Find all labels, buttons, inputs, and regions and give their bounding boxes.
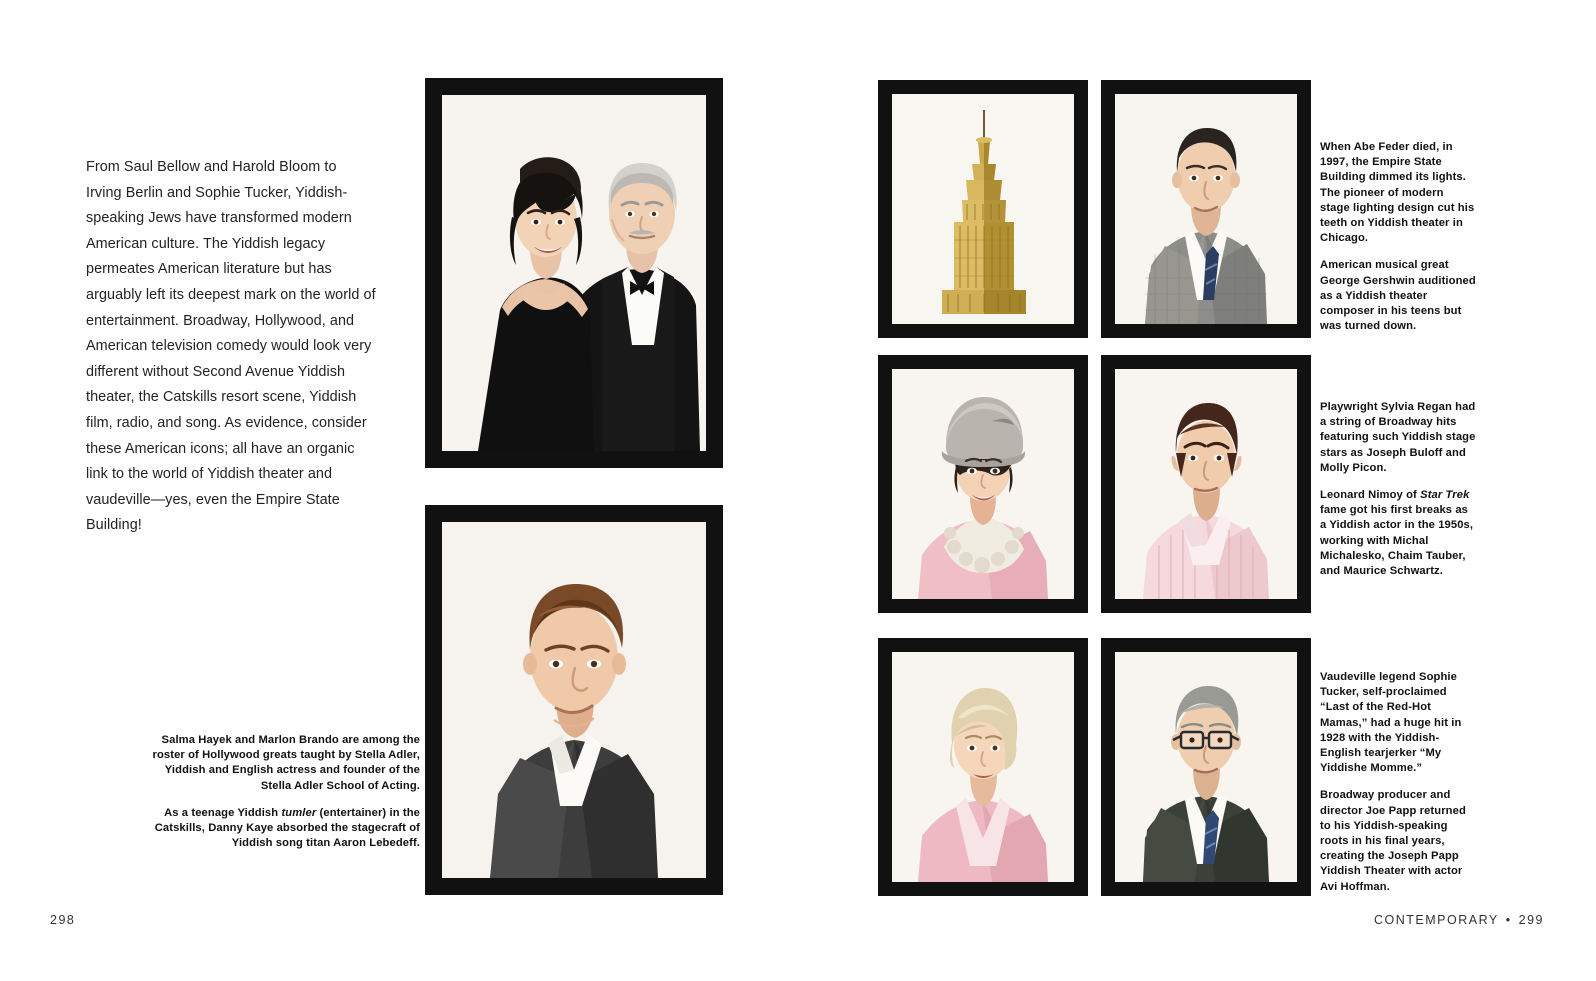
sylvia-regan-illustration [892, 369, 1074, 599]
image-danny-kaye [442, 522, 706, 878]
image-frame-danny-kaye [425, 505, 723, 895]
caption-danny-kaye [150, 806, 420, 852]
caption-nimoy-paragraph [1320, 488, 1476, 579]
image-frame-leonard-nimoy [1101, 355, 1311, 613]
caption-danny-kaye-italic: tumler [281, 806, 317, 819]
caption-nimoy-post: fame got his first breaks as a Yiddish actor in the 1950s, working with Michal Michalesko, Chaim Tauber, and Maurice Schwartz. [1320, 504, 1474, 578]
page-number-left: 298 [50, 913, 76, 927]
leonard-nimoy-illustration [1115, 369, 1297, 599]
image-frame-empire-state-building [878, 80, 1088, 338]
joseph-papp-illustration [1115, 652, 1297, 882]
caption-nimoy-pre: Leonard Nimoy of [1320, 489, 1421, 502]
caption-sylvia-regan [1320, 400, 1476, 579]
image-abe-feder [1115, 94, 1297, 324]
caption-sophie-tucker [1320, 670, 1476, 895]
caption-papp-paragraph: Broadway producer and director Joe Papp returned to his Yiddish-speaking roots in his final years, creating the Joseph Papp Yiddish Theater with actor Avi Hoffman. [1320, 789, 1466, 893]
empire-state-building-illustration [892, 94, 1074, 324]
caption-hayek-brando: Salma Hayek and Marlon Brando are among the roster of Hollywood greats taught by Stella Adler, Yiddish and English actress and founder of the Stella Adler School of Acting. [152, 734, 420, 792]
abe-feder-illustration [1115, 94, 1297, 324]
caption-danny-kaye-post: (entertainer) in the Catskills, Danny Kaye absorbed the stagecraft of Yiddish song titan Aaron Lebedeff. [154, 806, 420, 850]
image-frame-joseph-papp [1101, 638, 1311, 896]
image-salma-hayek-and-marlon-brando [442, 95, 706, 451]
image-frame-abe-feder [1101, 80, 1311, 338]
caption-left-page [150, 733, 420, 851]
image-joseph-papp [1115, 652, 1297, 882]
image-frame-sylvia-regan [878, 355, 1088, 613]
image-sophie-tucker [892, 652, 1074, 882]
caption-feder-paragraph-2: American musical great George Gershwin auditioned as a Yiddish theater composer in his teens but was turned down. [1320, 259, 1476, 333]
footer-separator: • [1505, 913, 1512, 927]
salma-hayek-and-marlon-brando-illustration [442, 95, 706, 451]
intro-paragraph: From Saul Bellow and Harold Bloom to Irving Berlin and Sophie Tucker, Yiddish-speaking Jews have transformed modern American culture. The Yiddish legacy permeates American literature but has arguably left its deepest mark on the world of entertainment. Broadway, Hollywood, and American television comedy would look very different without Second Avenue Yiddish theater, the Catskills resort scene, Yiddish film, radio, and song. As evidence, consider these American icons; all have an organic link to the world of Yiddish theater and vaudeville—yes, even the Empire State Building! [86, 159, 376, 534]
footer-section-label: CONTEMPORARY [1374, 913, 1499, 927]
sophie-tucker-illustration [892, 652, 1074, 882]
image-sylvia-regan [892, 369, 1074, 599]
caption-abe-feder [1320, 140, 1476, 334]
caption-regan-paragraph-1: Playwright Sylvia Regan had a string of Broadway hits featuring such Yiddish stage stars as Joseph Buloff and Molly Picon. [1320, 401, 1476, 474]
caption-tucker-paragraph: Vaudeville legend Sophie Tucker, self-proclaimed “Last of the Red-Hot Mamas,” had a huge hit in 1928 with the Yiddish-English tearjerker “My Yiddishe Momme.” [1320, 671, 1462, 775]
image-leonard-nimoy [1115, 369, 1297, 599]
image-frame-sophie-tucker [878, 638, 1088, 896]
image-frame-hayek-brando [425, 78, 723, 468]
page-footer-right [1374, 913, 1544, 927]
danny-kaye-illustration [442, 522, 706, 878]
caption-nimoy-italic: Star Trek [1420, 489, 1470, 502]
caption-feder-paragraph-1: When Abe Feder died, in 1997, the Empire State Building dimmed its lights. The pioneer of modern stage lighting design cut his teeth on Yiddish theater in Chicago. [1320, 141, 1475, 245]
image-empire-state-building [892, 94, 1074, 324]
page-number-right: 299 [1518, 913, 1544, 927]
caption-danny-kaye-pre: As a teenage Yiddish [164, 806, 282, 819]
